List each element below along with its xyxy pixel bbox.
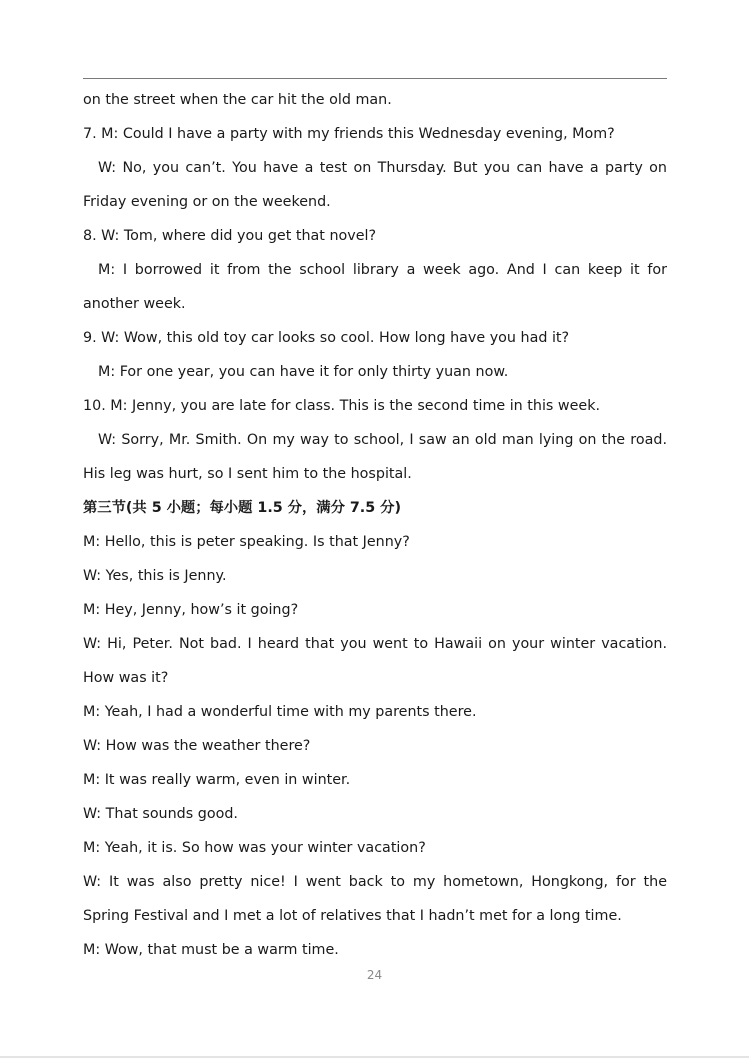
answer-10: W: Sorry, Mr. Smith. On my way to school, I saw an old man lying on the road. His leg was hurt, so I sent him to the hospital. bbox=[83, 432, 667, 482]
page-content bbox=[83, 83, 667, 967]
question-9: 9. W: Wow, this old toy car looks so cool. How long have you had it? bbox=[83, 330, 570, 346]
dialogue-line: W: It was also pretty nice! I went back to my hometown, Hongkong, for the Spring Festival and I met a lot of relatives that I hadn’t met for a long time. bbox=[83, 874, 667, 924]
dialogue-line: W: That sounds good. bbox=[83, 806, 238, 822]
text-line: on the street when the car hit the old man. bbox=[83, 92, 392, 108]
dialogue-line: W: Hi, Peter. Not bad. I heard that you went to Hawaii on your winter vacation. How was it? bbox=[83, 636, 667, 686]
header-rule bbox=[83, 78, 667, 79]
question-8: 8. W: Tom, where did you get that novel? bbox=[83, 228, 377, 244]
dialogue-line: M: Hello, this is peter speaking. Is that Jenny? bbox=[83, 534, 410, 550]
question-10: 10. M: Jenny, you are late for class. This is the second time in this week. bbox=[83, 398, 601, 414]
section-heading: 第三节(共 5 小题；每小题 1.5 分，满分 7.5 分) bbox=[83, 500, 401, 516]
dialogue-line: M: Yeah, it is. So how was your winter vacation? bbox=[83, 840, 426, 856]
dialogue-line: W: How was the weather there? bbox=[83, 738, 311, 754]
dialogue-line: W: Yes, this is Jenny. bbox=[83, 568, 227, 584]
dialogue-line: M: Yeah, I had a wonderful time with my parents there. bbox=[83, 704, 477, 720]
answer-8: M: I borrowed it from the school library a week ago. And I can keep it for another week. bbox=[83, 262, 667, 312]
answer-9: M: For one year, you can have it for only thirty yuan now. bbox=[98, 364, 509, 380]
page-number: 24 bbox=[366, 968, 383, 982]
answer-7: W: No, you can’t. You have a test on Thursday. But you can have a party on Friday evening or on the weekend. bbox=[83, 160, 667, 210]
dialogue-line: M: Hey, Jenny, how’s it going? bbox=[83, 602, 299, 618]
dialogue-line: M: Wow, that must be a warm time. bbox=[83, 942, 339, 958]
question-7: 7. M: Could I have a party with my friends this Wednesday evening, Mom? bbox=[83, 126, 615, 142]
dialogue-line: M: It was really warm, even in winter. bbox=[83, 772, 351, 788]
